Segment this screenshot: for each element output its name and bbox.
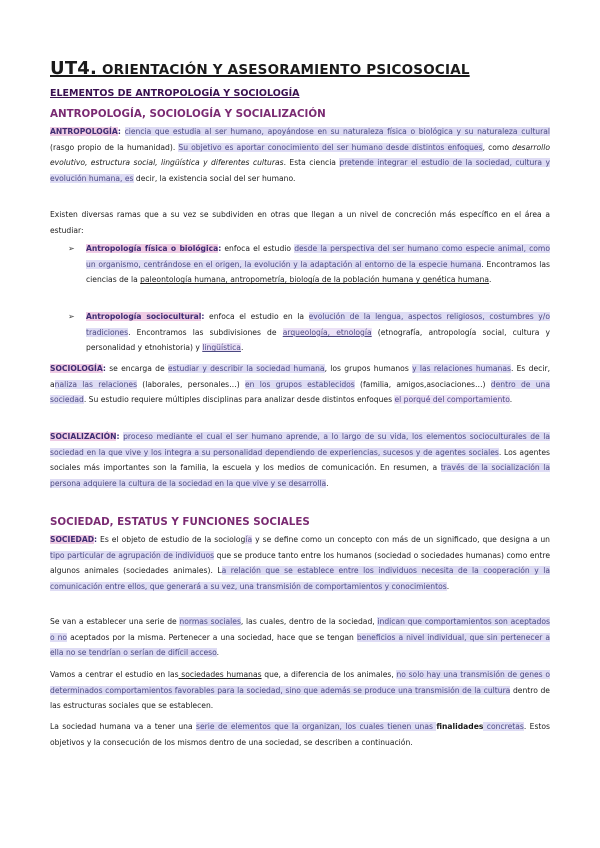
term-sociedad: SOCIEDAD: [50, 535, 94, 544]
paragraph-sociedades-humanas: Vamos a centrar el estudio en las sociedades humanas que, a diferencia de los animales, no solo hay una transmisión de genes o determinados comportamientos favorables para la sociedad, sino que además se produce una transmisión de la cultura dentro de las estructuras sociales que se establecen.: [50, 670, 550, 711]
unit-code: UT4.: [50, 58, 98, 79]
arrow-bullet-icon: ➢: [68, 312, 75, 321]
paragraph-sociedad: SOCIEDAD: Es el objeto de estudio de la sociología y se define como un concepto con más de un significado, que designa a un tipo particular de agrupación de individuos que se produce tanto entre los humanos (sociedad o sociedades humanas) como entre algunos animales (sociedades animales). La relación que se establece entre los individuos necesita de la cooperación y la comunicación entre ellos, que generará a su vez, una transmisión de comportamientos y conocimientos.: [50, 535, 551, 591]
term-antropologia-fisica: Antropología física o biológica: [86, 244, 219, 253]
document-title: [50, 58, 550, 79]
paragraph-antropologia: ANTROPOLOGÍA: ciencia que estudia al ser humano, apoyándose en su naturaleza física o biológica y su naturaleza cultural (rasgo propio de la humanidad). Su objetivo es aportar conocimiento del ser humano desde distintos enfoques, como desarrollo evolutivo, estructura social, lingüística y diferentes culturas. Esta ciencia pretende integrar el estudio de la sociedad, cultura y evolución humana, es decir, la existencia social del ser humano.: [50, 127, 551, 183]
paragraph-finalidades: La sociedad humana va a tener una serie de elementos que la organizan, los cuales tienen unas finalidades concretas. Estos objetivos y la consecución de los mismos dentro de una sociedad, se describen a continuación.: [50, 722, 550, 747]
term-sociologia: SOCIOLOGÍA: [50, 364, 103, 373]
section-main-heading: ELEMENTOS DE ANTROPOLOGÍA Y SOCIOLOGÍA: [50, 88, 300, 99]
title-text: ORIENTACIÓN Y ASESORAMIENTO PSICOSOCIAL: [97, 62, 470, 78]
paragraph-sociologia: SOCIOLOGÍA: se encarga de estudiar y describir la sociedad humana, los grupos humanos y las relaciones humanas. Es decir, analiza las relaciones (laborales, personales…) en los grupos establecidos (familia, amigos,asociaciones…) dentro de una sociedad. Su estudio requiere múltiples disciplinas para analizar desde distintos enfoques el porqué del comportamiento.: [50, 364, 551, 405]
term-antropologia: ANTROPOLOGÍA: [50, 127, 118, 136]
bullet-antropologia-fisica: ➢ Antropología física o biológica: enfoca el estudio desde la perspectiva del ser humano como especie animal, como un organismo, centrándose en el origen, la evolución y la adaptación al entorno de la especie humana. Encontramos las ciencias de la paleontología humana, antropometría, biología de la población humana y genética humana.: [86, 241, 550, 288]
section1-heading: ANTROPOLOGÍA, SOCIOLOGÍA Y SOCIALIZACIÓN: [50, 108, 326, 120]
paragraph-ramas: Existen diversas ramas que a su vez se subdividen en otras que llegan a un nivel de concreción más específico en el área a estudiar:: [50, 210, 550, 235]
paragraph-normas-sociales: Se van a establecer una serie de normas sociales, las cuales, dentro de la sociedad, indican que comportamientos son aceptados o no aceptados por la misma. Pertenecer a una sociedad, hace que se tengan beneficios a nivel individual, que sin pertenecer a ella no se tendrían o serían de difícil acceso.: [50, 617, 550, 658]
section2-heading: SOCIEDAD, ESTATUS Y FUNCIONES SOCIALES: [50, 516, 310, 528]
bullet-antropologia-sociocultural: ➢ Antropología sociocultural: enfoca el estudio en la evolución de la lengua, aspectos religiosos, costumbres y/o tradiciones. Encontramos las subdivisiones de arqueología, etnología (etnografía, antropología social, cultura y personalidad y etnohistoria) y lingüística.: [86, 309, 550, 356]
term-antropologia-sociocultural: Antropología sociocultural: [86, 312, 202, 321]
paragraph-socializacion: SOCIALIZACIÓN: proceso mediante el cual el ser humano aprende, a lo largo de su vida, los elementos socioculturales de la sociedad en la que vive y los integra a su personalidad dependiendo de experiencias, sucesos y de agentes sociales. Los agentes sociales más importantes son la familia, la escuela y los medios de comunicación. En resumen, a través de la socialización la persona adquiere la cultura de la sociedad en la que vive y se desarrolla.: [50, 432, 550, 488]
arrow-bullet-icon: ➢: [68, 244, 75, 253]
term-socializacion: SOCIALIZACIÓN: [50, 432, 117, 441]
